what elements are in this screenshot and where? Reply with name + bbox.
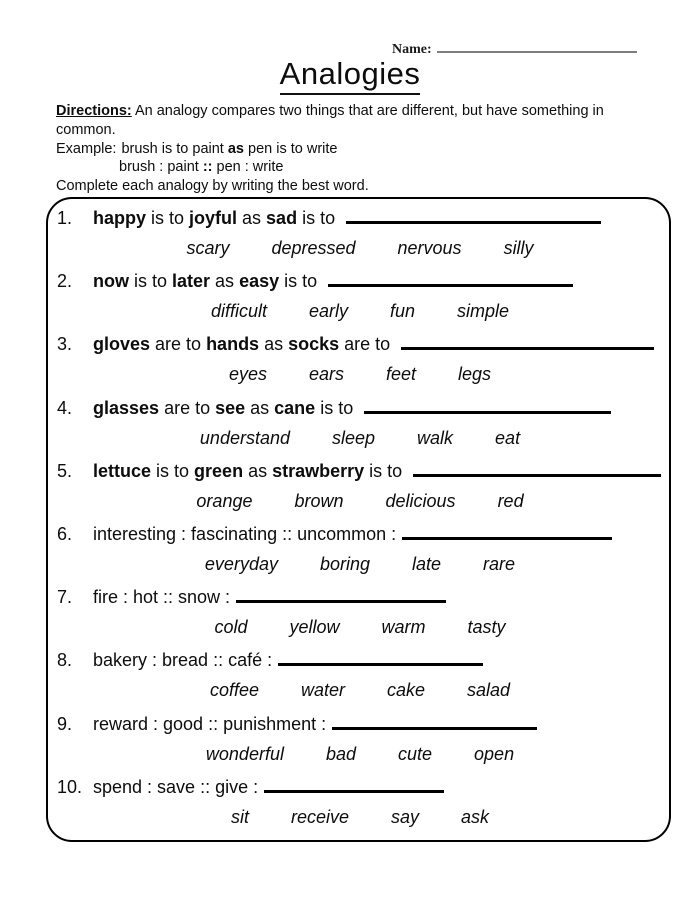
- question-segment: is to: [279, 271, 323, 292]
- answer-blank-line[interactable]: [236, 587, 446, 603]
- directions-text: An analogy compares two things that are different, but have something in common.: [56, 103, 604, 138]
- example1-post: pen is to write: [244, 140, 338, 157]
- title-row: [0, 56, 700, 95]
- choice-word: wonderful: [205, 743, 284, 764]
- example-label: Example:: [56, 140, 117, 157]
- question-segment: are to: [150, 334, 207, 355]
- question-row: [57, 333, 663, 355]
- choice-word: open: [474, 743, 515, 764]
- question-segment: strawberry: [272, 460, 365, 481]
- choice-word: cute: [398, 743, 433, 764]
- question-segment: is to: [364, 460, 408, 481]
- question-text: [93, 524, 396, 544]
- question-segment: as: [245, 397, 275, 418]
- question-item: [57, 397, 663, 460]
- choice-word: sit: [230, 806, 249, 827]
- question-segment: later: [172, 271, 211, 292]
- choice-word: cold: [214, 617, 248, 638]
- choices-row: [57, 364, 663, 385]
- choice-word: salad: [467, 680, 511, 701]
- question-segment: hands: [206, 334, 260, 355]
- choice-word: red: [497, 490, 524, 511]
- question-segment: is to: [129, 271, 173, 292]
- choice-word: boring: [319, 553, 371, 574]
- answer-blank-line[interactable]: [364, 398, 611, 414]
- choice-word: yellow: [289, 617, 340, 638]
- question-segment: as: [210, 271, 240, 292]
- question-row: [57, 523, 663, 545]
- choice-word: brown: [294, 490, 344, 511]
- choice-word: say: [391, 806, 420, 827]
- question-item: [57, 333, 663, 396]
- example2-post: pen : write: [212, 159, 284, 176]
- question-item: [57, 586, 663, 649]
- question-segment: bakery : bread :: café :: [93, 650, 273, 671]
- answer-blank-line[interactable]: [264, 777, 444, 793]
- question-segment: joyful: [189, 208, 238, 228]
- question-number: 2.: [57, 271, 73, 292]
- question-segment: easy: [239, 271, 280, 292]
- question-text: [93, 398, 358, 418]
- choice-word: cake: [387, 680, 426, 701]
- choice-word: orange: [196, 490, 253, 511]
- answer-blank-line[interactable]: [332, 714, 537, 730]
- question-segment: gloves: [93, 334, 151, 355]
- question-item: [57, 460, 663, 523]
- question-segment: is to: [297, 208, 341, 228]
- question-number: 1.: [57, 208, 73, 228]
- choices-row: [57, 428, 663, 449]
- question-number: 3.: [57, 334, 73, 355]
- directions-label: Directions:: [56, 103, 132, 119]
- question-text: [93, 587, 230, 607]
- question-segment: see: [215, 397, 246, 418]
- example1-pre: brush is to paint: [121, 140, 228, 157]
- question-segment: is to: [315, 397, 359, 418]
- question-segment: glasses: [93, 397, 160, 418]
- choice-word: ears: [308, 364, 344, 385]
- choice-word: delicious: [385, 490, 456, 511]
- choices-row: [57, 744, 663, 765]
- choices-row: [57, 491, 663, 512]
- question-row: [57, 776, 663, 798]
- question-segment: lettuce: [93, 460, 152, 481]
- question-number: 4.: [57, 397, 73, 418]
- choice-word: depressed: [271, 238, 356, 258]
- question-row: [57, 586, 663, 608]
- example2-pre: brush : paint: [119, 159, 203, 176]
- question-item: [57, 713, 663, 776]
- question-number: 9.: [57, 713, 73, 734]
- question-text: [93, 271, 322, 291]
- choices-row: [57, 554, 663, 575]
- answer-blank-line[interactable]: [278, 650, 483, 666]
- choice-word: eyes: [228, 364, 267, 385]
- example2-bold: ::: [202, 159, 213, 176]
- question-item: [57, 207, 663, 270]
- name-label: Name:: [392, 42, 432, 57]
- choice-word: coffee: [209, 680, 259, 701]
- question-row: [57, 649, 663, 671]
- question-number: 7.: [57, 587, 73, 608]
- directions-closing: Complete each analogy by writing the best word.: [56, 178, 369, 195]
- directions-block: [56, 102, 662, 196]
- choice-word: fun: [390, 301, 416, 322]
- question-segment: are to: [339, 334, 396, 355]
- answer-blank-line[interactable]: [328, 271, 573, 287]
- question-text: [93, 208, 340, 228]
- choice-word: walk: [417, 427, 454, 448]
- answer-blank-line[interactable]: [401, 334, 654, 350]
- question-item: [57, 523, 663, 586]
- question-segment: fire : hot :: snow :: [93, 587, 231, 608]
- question-segment: spend : save :: give :: [93, 776, 259, 797]
- choices-row: [57, 680, 663, 701]
- example-line-1: [56, 140, 662, 159]
- question-text: [93, 714, 326, 734]
- example-line-2: [56, 158, 662, 177]
- question-row: [57, 713, 663, 735]
- choice-word: difficult: [210, 301, 267, 322]
- choice-word: late: [412, 553, 442, 574]
- example1-bold: as: [227, 140, 244, 157]
- choice-word: feet: [385, 364, 417, 385]
- choices-row: [57, 807, 663, 828]
- choice-word: rare: [483, 553, 516, 574]
- choice-word: nervous: [397, 238, 462, 258]
- answer-blank-line[interactable]: [402, 524, 612, 540]
- question-segment: reward : good :: punishment :: [93, 713, 327, 734]
- question-segment: cane: [274, 397, 316, 418]
- question-row: [57, 460, 663, 482]
- question-segment: sad: [266, 208, 298, 228]
- question-text: [93, 650, 272, 670]
- directions-line: [56, 102, 662, 140]
- choice-word: scary: [186, 238, 230, 258]
- question-item: [57, 776, 663, 839]
- choices-row: [57, 617, 663, 638]
- question-text: [93, 777, 258, 797]
- question-number: 8.: [57, 650, 73, 671]
- choices-row: [57, 301, 663, 322]
- question-number: 5.: [57, 460, 73, 481]
- questions-list: [57, 207, 663, 839]
- question-segment: as: [259, 334, 289, 355]
- choice-word: legs: [458, 364, 492, 385]
- question-item: [57, 270, 663, 333]
- question-row: [57, 207, 663, 229]
- choice-word: sleep: [332, 427, 376, 448]
- question-segment: happy: [93, 208, 147, 228]
- question-segment: now: [93, 271, 129, 292]
- page-title: Analogies: [280, 56, 421, 95]
- question-segment: as: [243, 460, 273, 481]
- question-segment: as: [237, 208, 267, 228]
- question-item: [57, 649, 663, 712]
- answer-blank-line[interactable]: [413, 461, 661, 477]
- choice-word: water: [300, 680, 345, 701]
- question-segment: socks: [288, 334, 340, 355]
- choice-word: early: [308, 301, 348, 322]
- choice-word: silly: [503, 238, 534, 258]
- question-text: [93, 334, 395, 354]
- question-segment: is to: [146, 208, 190, 228]
- choice-word: eat: [495, 427, 521, 448]
- questions-box: [46, 197, 671, 842]
- question-text: [93, 461, 407, 481]
- question-segment: interesting : fascinating :: uncommon :: [93, 523, 397, 544]
- choice-word: ask: [461, 806, 490, 827]
- choice-word: bad: [325, 743, 356, 764]
- answer-blank-line[interactable]: [346, 208, 601, 224]
- choice-word: understand: [199, 427, 290, 448]
- question-number: 6.: [57, 523, 73, 544]
- name-blank-line[interactable]: [437, 40, 637, 53]
- question-number: 10.: [57, 776, 83, 797]
- choice-word: warm: [381, 617, 426, 638]
- question-segment: are to: [159, 397, 216, 418]
- question-row: [57, 397, 663, 419]
- choice-word: simple: [457, 301, 510, 322]
- question-segment: green: [194, 460, 244, 481]
- choice-word: everyday: [204, 553, 278, 574]
- choice-word: tasty: [467, 617, 506, 638]
- question-row: [57, 270, 663, 292]
- question-segment: is to: [151, 460, 195, 481]
- choices-row: [57, 238, 663, 259]
- choice-word: receive: [290, 806, 349, 827]
